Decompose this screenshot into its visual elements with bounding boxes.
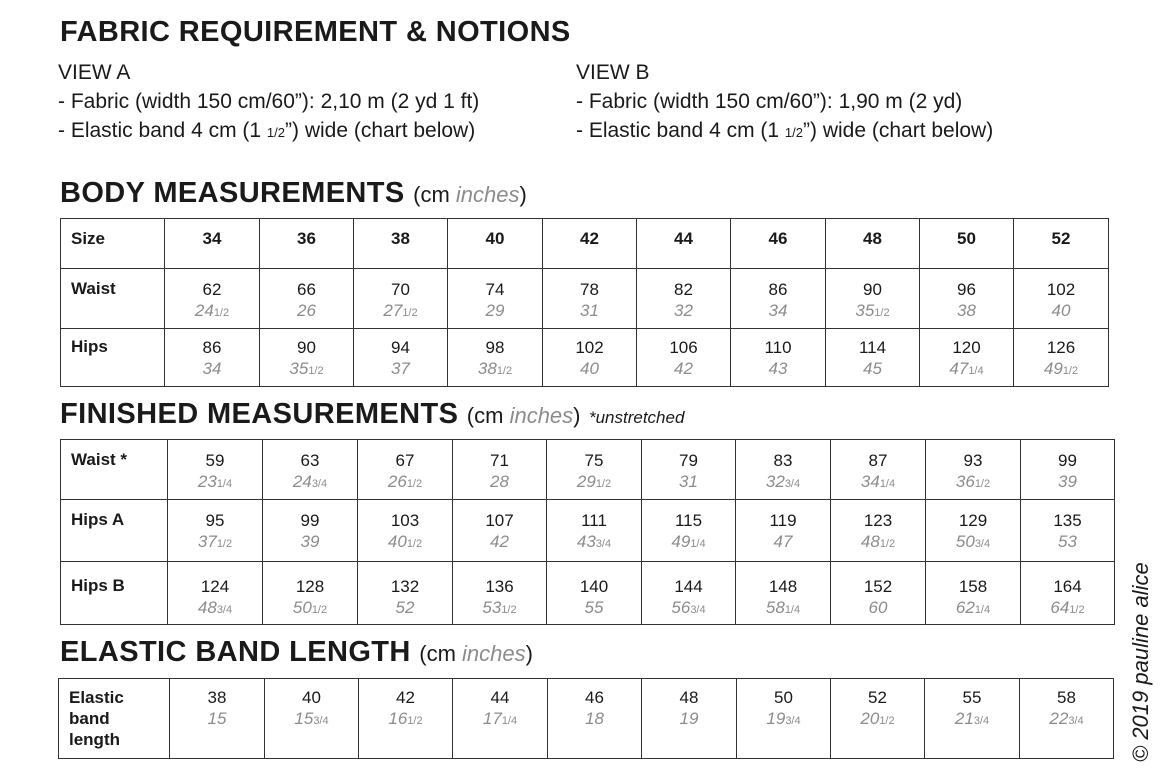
measurement-cell xyxy=(1021,500,1115,562)
measurement-cell xyxy=(1021,440,1115,500)
body-measurements-table xyxy=(60,218,1109,387)
cm-value: 99 xyxy=(1058,451,1077,470)
cm-value: 44 xyxy=(490,688,510,707)
inch-value: 621/4 xyxy=(955,598,991,617)
view-a-title: VIEW A xyxy=(58,61,131,84)
measurement-cell xyxy=(453,679,548,759)
measurement-cell xyxy=(548,679,642,759)
table-row xyxy=(61,269,1109,329)
measurement-cell xyxy=(359,679,453,759)
cm-value: 59 xyxy=(205,451,225,470)
measurement-cell xyxy=(358,500,453,562)
measurement-cell xyxy=(731,269,826,329)
inch-value: 39 xyxy=(1058,472,1077,491)
cm-value: 158 xyxy=(958,577,988,596)
size-cell: 46 xyxy=(731,219,826,269)
view-b-fabric: - Fabric (width 150 cm/60”): 1,90 m (2 yd) xyxy=(576,90,963,113)
inch-value: 193/4 xyxy=(766,709,801,728)
measurement-cell xyxy=(358,440,453,500)
measurement-cell xyxy=(547,500,642,562)
measurement-cell xyxy=(736,500,831,562)
inch-value: 42 xyxy=(674,359,693,378)
measurement-cell xyxy=(448,329,543,387)
cm-value: 123 xyxy=(863,511,893,530)
cm-value: 46 xyxy=(585,688,604,707)
measurement-cell xyxy=(168,500,263,562)
inch-value: 261/2 xyxy=(387,472,423,491)
cm-value: 82 xyxy=(674,280,693,299)
cm-value: 40 xyxy=(302,688,321,707)
cm-value: 148 xyxy=(768,577,798,596)
cm-value: 140 xyxy=(579,577,609,596)
inch-value: 223/4 xyxy=(1049,709,1084,728)
measurement-cell xyxy=(260,269,354,329)
inch-value: 501/2 xyxy=(292,598,328,617)
cm-value: 135 xyxy=(1053,511,1082,530)
cm-value: 86 xyxy=(202,338,222,357)
inch-value: 52 xyxy=(395,598,415,617)
measurement-cell xyxy=(926,500,1021,562)
cm-value: 96 xyxy=(957,280,976,299)
inch-value: 45 xyxy=(863,359,882,378)
size-cell: 40 xyxy=(448,219,543,269)
table-row xyxy=(61,329,1109,387)
inch-value: 201/2 xyxy=(860,709,895,728)
inch-value: 213/4 xyxy=(954,709,990,728)
measurement-cell xyxy=(1014,329,1109,387)
cm-value: 144 xyxy=(674,577,703,596)
measurement-cell xyxy=(925,679,1020,759)
cm-value: 42 xyxy=(396,688,415,707)
inch-value: 491/2 xyxy=(1043,359,1079,378)
size-cell: 42 xyxy=(543,219,637,269)
measurement-cell xyxy=(831,440,926,500)
inch-value: 433/4 xyxy=(576,532,612,551)
inch-value: 47 xyxy=(773,532,793,551)
cm-value: 38 xyxy=(207,688,227,707)
measurement-cell xyxy=(826,269,920,329)
cm-value: 95 xyxy=(205,511,225,530)
finished-unit: (cm inches) xyxy=(466,403,581,428)
cm-value: 74 xyxy=(485,280,505,299)
cm-value: 126 xyxy=(1046,338,1076,357)
measurement-cell xyxy=(453,440,547,500)
view-a-fabric: - Fabric (width 150 cm/60”): 2,10 m (2 yd 1 ft) xyxy=(58,90,480,113)
view-b-elastic: - Elastic band 4 cm (1 1/2”) wide (chart below) xyxy=(576,119,994,142)
cm-value: 120 xyxy=(952,338,981,357)
measurement-cell xyxy=(165,269,260,329)
inch-value: 19 xyxy=(679,709,699,728)
size-cell: 50 xyxy=(920,219,1014,269)
view-a-block xyxy=(58,58,479,147)
measurement-cell xyxy=(168,440,263,500)
measurement-cell xyxy=(737,679,831,759)
finished-title: FINISHED MEASUREMENTS (cm inches) *unstretched xyxy=(60,398,685,430)
row-label: Elastic band length xyxy=(59,679,170,759)
inch-value: 641/2 xyxy=(1050,598,1085,617)
measurement-cell xyxy=(453,500,547,562)
cm-value: 129 xyxy=(958,511,988,530)
measurement-cell xyxy=(642,679,737,759)
inch-value: 37 xyxy=(391,359,410,378)
cm-value: 119 xyxy=(769,511,797,530)
cm-value: 55 xyxy=(962,688,982,707)
measurement-cell xyxy=(260,329,354,387)
cm-value: 79 xyxy=(679,451,698,470)
table-row xyxy=(61,440,1115,500)
cm-value: 99 xyxy=(300,511,320,530)
measurement-cell xyxy=(265,679,359,759)
inch-value: 60 xyxy=(868,598,888,617)
inch-value: 28 xyxy=(490,472,509,491)
cm-value: 75 xyxy=(584,451,604,470)
measurement-cell xyxy=(1014,269,1109,329)
inch-value: 243/4 xyxy=(292,472,328,491)
cm-value: 114 xyxy=(858,338,887,357)
measurement-cell xyxy=(358,562,453,625)
measurement-cell xyxy=(1020,679,1114,759)
cm-value: 93 xyxy=(963,451,983,470)
inch-value: 39 xyxy=(300,532,320,551)
cm-value: 115 xyxy=(674,511,703,530)
inch-value: 401/2 xyxy=(387,532,423,551)
table-row xyxy=(61,562,1115,625)
size-cell: 52 xyxy=(1014,219,1109,269)
cm-value: 78 xyxy=(580,280,599,299)
inch-value: 31 xyxy=(679,472,698,491)
view-b-block xyxy=(576,58,993,147)
inch-value: 40 xyxy=(1051,301,1071,320)
cm-value: 90 xyxy=(297,338,316,357)
inch-value: 32 xyxy=(674,301,693,320)
unstretched-note: *unstretched xyxy=(588,408,685,427)
row-label: Hips A xyxy=(61,500,168,562)
inch-value: 29 xyxy=(485,301,505,320)
cm-value: 83 xyxy=(773,451,793,470)
body-title: BODY MEASUREMENTS (cm inches) xyxy=(60,177,527,209)
inch-value: 43 xyxy=(768,359,788,378)
body-unit: (cm inches) xyxy=(413,182,527,207)
inch-value: 351/2 xyxy=(855,301,890,320)
measurement-cell xyxy=(547,440,642,500)
inch-value: 481/2 xyxy=(860,532,896,551)
cm-value: 48 xyxy=(679,688,699,707)
cm-value: 124 xyxy=(200,577,230,596)
cm-value: 67 xyxy=(395,451,415,470)
measurement-cell xyxy=(453,562,547,625)
cm-value: 152 xyxy=(863,577,893,596)
row-label: Hips xyxy=(61,329,165,387)
measurement-cell xyxy=(831,500,926,562)
inch-value: 161/2 xyxy=(388,709,423,728)
row-label: Size xyxy=(61,219,165,269)
cm-value: 66 xyxy=(297,280,316,299)
inch-value: 153/4 xyxy=(294,709,329,728)
cm-value: 136 xyxy=(485,577,514,596)
measurement-cell xyxy=(642,562,736,625)
inch-value: 53 xyxy=(1058,532,1077,551)
inch-value: 351/2 xyxy=(289,359,324,378)
cm-value: 102 xyxy=(1046,280,1076,299)
size-cell: 48 xyxy=(826,219,920,269)
measurement-cell xyxy=(831,679,925,759)
cm-value: 71 xyxy=(490,451,509,470)
measurement-cell xyxy=(920,269,1014,329)
inch-value: 171/4 xyxy=(482,709,518,728)
cm-value: 52 xyxy=(868,688,887,707)
measurement-cell xyxy=(826,329,920,387)
table-row xyxy=(59,679,1114,759)
cm-value: 98 xyxy=(485,338,505,357)
inch-value: 323/4 xyxy=(765,472,801,491)
measurement-cell xyxy=(354,329,448,387)
measurement-cell xyxy=(165,329,260,387)
measurement-cell xyxy=(448,269,543,329)
inch-value: 40 xyxy=(580,359,599,378)
size-cell: 38 xyxy=(354,219,448,269)
inch-value: 563/4 xyxy=(671,598,706,617)
view-b-title: VIEW B xyxy=(576,61,650,84)
elastic-band-table xyxy=(58,678,1114,759)
inch-value: 231/4 xyxy=(197,472,233,491)
cm-value: 94 xyxy=(391,338,410,357)
row-label: Hips B xyxy=(61,562,168,625)
copyright-text: © 2019 pauline alice xyxy=(1128,562,1153,762)
measurement-cell xyxy=(263,440,358,500)
cm-value: 58 xyxy=(1057,688,1076,707)
cm-value: 50 xyxy=(774,688,793,707)
cm-value: 107 xyxy=(485,511,514,530)
measurement-cell xyxy=(731,329,826,387)
measurement-cell xyxy=(263,562,358,625)
inch-value: 31 xyxy=(580,301,599,320)
elastic-title: ELASTIC BAND LENGTH (cm inches) xyxy=(60,636,533,668)
fabric-title: FABRIC REQUIREMENT & NOTIONS xyxy=(60,16,571,48)
measurement-cell xyxy=(642,440,736,500)
view-a-elastic: - Elastic band 4 cm (1 1/2”) wide (chart below) xyxy=(58,119,476,142)
measurement-cell xyxy=(354,269,448,329)
measurement-cell xyxy=(1021,562,1115,625)
cm-value: 63 xyxy=(300,451,320,470)
measurement-cell xyxy=(168,562,263,625)
cm-value: 102 xyxy=(575,338,604,357)
inch-value: 34 xyxy=(768,301,788,320)
measurement-cell xyxy=(170,679,265,759)
inch-value: 471/4 xyxy=(949,359,984,378)
inch-value: 18 xyxy=(585,709,604,728)
size-cell: 34 xyxy=(165,219,260,269)
finished-measurements-table xyxy=(60,439,1115,625)
row-label: Waist * xyxy=(61,440,168,500)
measurement-cell xyxy=(263,500,358,562)
table-row xyxy=(61,500,1115,562)
cm-value: 103 xyxy=(390,511,420,530)
measurement-cell xyxy=(926,562,1021,625)
row-label: Waist xyxy=(61,269,165,329)
cm-value: 62 xyxy=(202,280,222,299)
size-cell: 36 xyxy=(260,219,354,269)
inch-value: 341/4 xyxy=(860,472,896,491)
inch-value: 361/2 xyxy=(955,472,991,491)
inch-value: 38 xyxy=(957,301,976,320)
measurement-cell xyxy=(642,500,736,562)
inch-value: 371/2 xyxy=(197,532,233,551)
inch-value: 531/2 xyxy=(482,598,517,617)
inch-value: 241/2 xyxy=(194,301,230,320)
elastic-unit: (cm inches) xyxy=(419,641,533,666)
measurement-cell xyxy=(736,562,831,625)
measurement-cell xyxy=(926,440,1021,500)
inch-value: 503/4 xyxy=(955,532,991,551)
cm-value: 128 xyxy=(295,577,325,596)
cm-value: 110 xyxy=(764,338,792,357)
inch-value: 34 xyxy=(202,359,222,378)
measurement-cell xyxy=(831,562,926,625)
inch-value: 55 xyxy=(584,598,604,617)
size-cell: 44 xyxy=(637,219,731,269)
inch-value: 271/2 xyxy=(383,301,418,320)
inch-value: 381/2 xyxy=(477,359,513,378)
measurement-cell xyxy=(543,329,637,387)
measurement-cell xyxy=(920,329,1014,387)
inch-value: 26 xyxy=(297,301,316,320)
cm-value: 70 xyxy=(391,280,410,299)
cm-value: 132 xyxy=(390,577,420,596)
cm-value: 86 xyxy=(768,280,788,299)
measurement-cell xyxy=(547,562,642,625)
size-header-row xyxy=(61,219,1109,269)
measurement-cell xyxy=(637,269,731,329)
inch-value: 581/4 xyxy=(765,598,801,617)
measurement-cell xyxy=(637,329,731,387)
cm-value: 164 xyxy=(1053,577,1082,596)
inch-value: 483/4 xyxy=(197,598,233,617)
measurement-cell xyxy=(736,440,831,500)
measurement-cell xyxy=(543,269,637,329)
cm-value: 87 xyxy=(868,451,888,470)
inch-value: 491/4 xyxy=(671,532,706,551)
cm-value: 90 xyxy=(863,280,882,299)
inch-value: 42 xyxy=(490,532,509,551)
cm-value: 111 xyxy=(581,511,607,530)
inch-value: 15 xyxy=(207,709,227,728)
cm-value: 106 xyxy=(669,338,698,357)
inch-value: 291/2 xyxy=(576,472,612,491)
